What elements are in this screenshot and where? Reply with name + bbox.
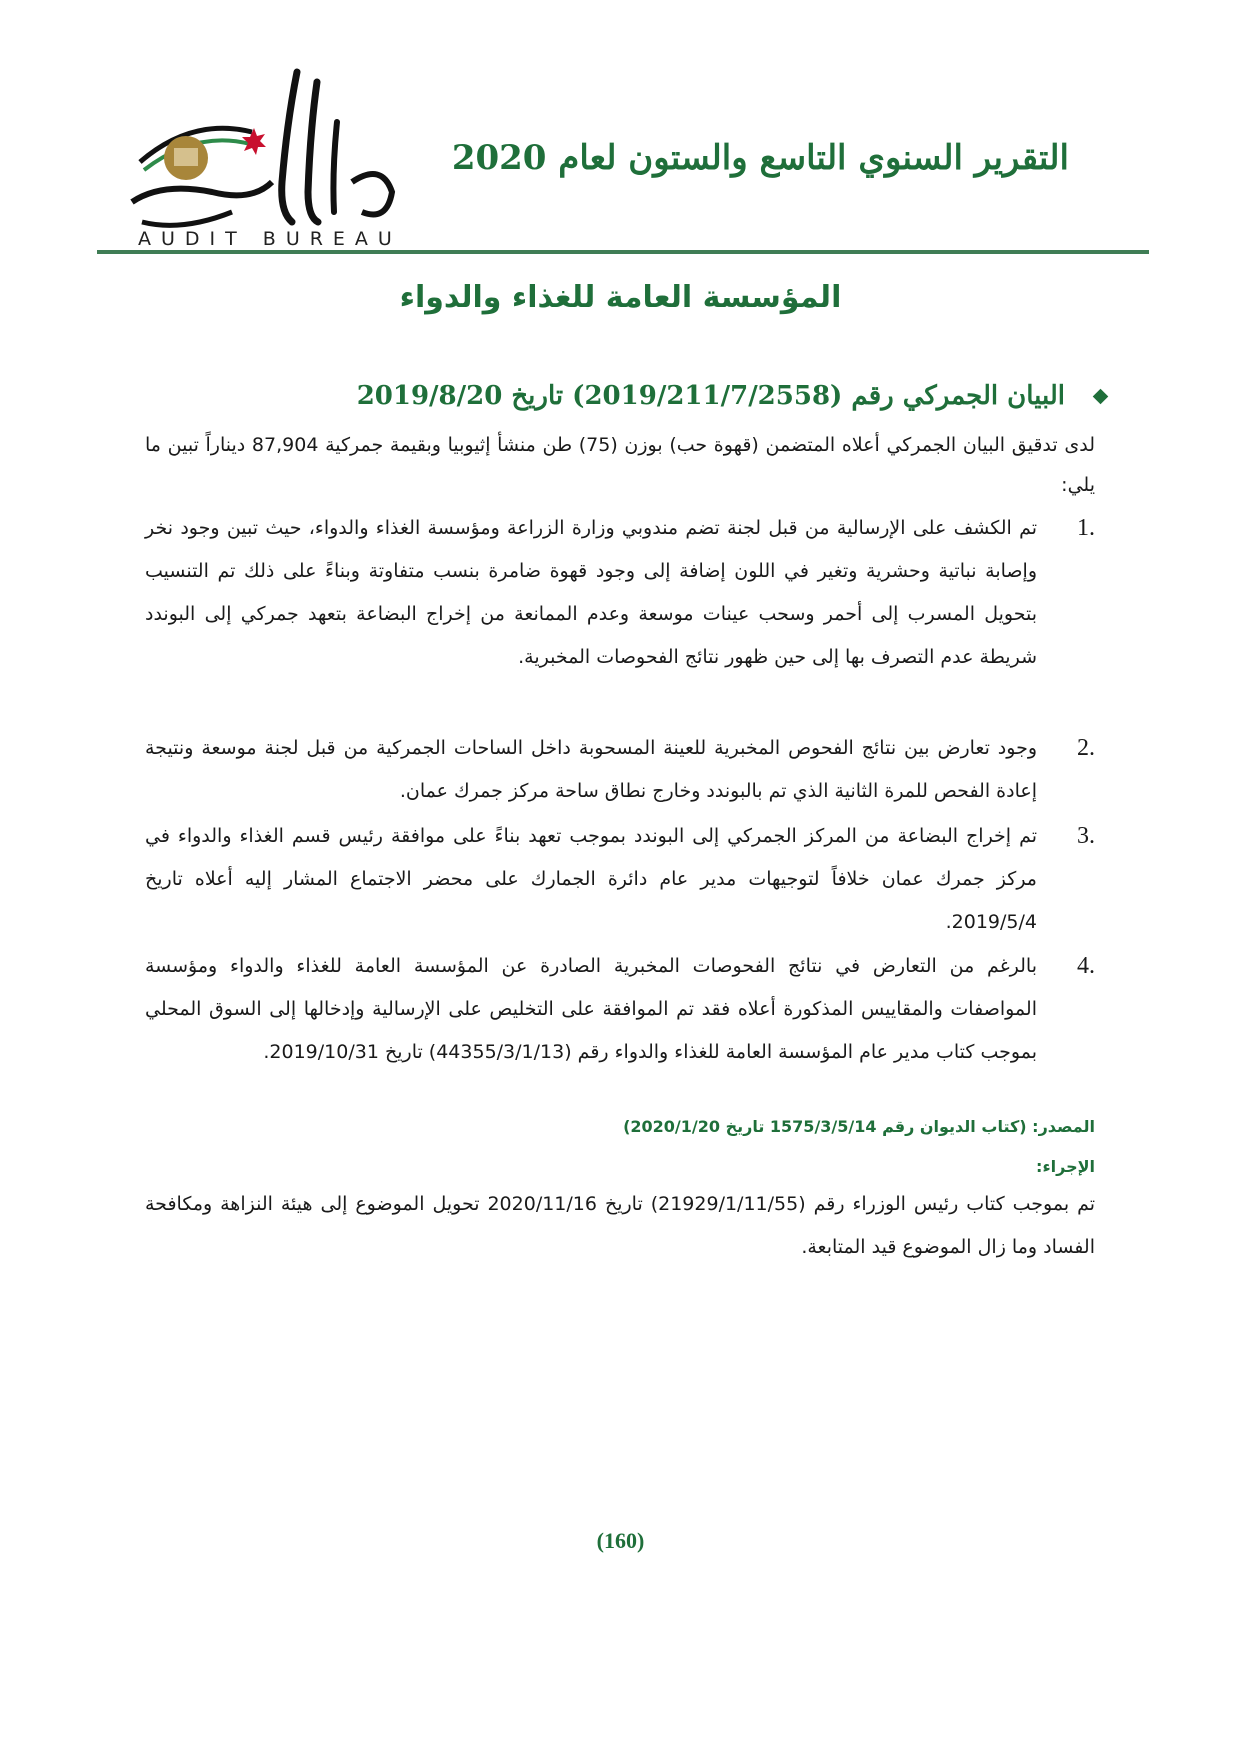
source-reference: المصدر: (كتاب الديوان رقم 1575/3/5/14 تاريخ 2020/1/20) [623,1117,1095,1136]
action-label: الإجراء: [1036,1157,1095,1176]
page-number: (160) [596,1528,645,1553]
finding-number: 4. [1077,953,1095,979]
finding-number: 2. [1077,735,1095,761]
finding-number: 1. [1077,515,1095,541]
finding-text: تم الكشف على الإرسالية من قبل لجنة تضم مندوبي وزارة الزراعة ومؤسسة الغذاء والدواء، حيث تبين وجود نخر وإصابة نباتية وحشرية وتغير في اللون إضافة إلى وجود قهوة ضامرة بنسب متفاوتة وبناءً على ذلك تم التنسيب بتحويل المسرب إلى أحمر وسحب عينات موسعة وعدم الممانعة من إخراج البضاعة بتعهد جمركي إلى البوندد شريطة عدم التصرف بها إلى حين ظهور نتائج الفحوصات المخبرية. [145,517,1037,668]
section-heading [357,381,1106,411]
finding-item [145,945,1095,1074]
finding-text: تم إخراج البضاعة من المركز الجمركي إلى البوندد بموجب تعهد بناءً على موافقة رئيس قسم الغذاء والدواء في مركز جمرك عمان خلافاً لتوجيهات مدير عام دائرة الجمارك على محضر الاجتماع المشار إليه أعلاه تاريخ 2019/5/4. [145,825,1037,933]
finding-text: بالرغم من التعارض في نتائج الفحوصات المخبرية الصادرة عن المؤسسة العامة للغذاء والدواء ومؤسسة المواصفات والمقاييس المذكورة أعلاه فقد تم الموافقة على التخليص على الإرسالية وإدخالها إلى السوق المحلي بموجب كتاب مدير عام المؤسسة العامة للغذاء والدواء رقم (44355/3/1/13) تاريخ 2019/10/31. [145,955,1037,1063]
section-heading-text: البيان الجمركي رقم (2019/211/7/2558) تاريخ 2019/8/20 [356,381,1065,411]
finding-item [145,507,1095,679]
action-text: تم بموجب كتاب رئيس الوزراء رقم (21929/1/11/55) تاريخ 2020/11/16 تحويل الموضوع إلى هيئة النزاهة ومكافحة الفساد وما زال الموضوع قيد المتابعة. [145,1193,1096,1258]
finding-item [145,815,1095,944]
finding-item [145,727,1095,813]
audit-bureau-logo [122,62,422,252]
diamond-bullet-icon [1093,388,1109,404]
report-title: التقرير السنوي التاسع والستون لعام 2020 [451,138,1069,178]
header-divider [97,250,1149,254]
organization-title: المؤسسة العامة للغذاء والدواء [399,280,842,315]
intro-paragraph: لدى تدقيق البيان الجمركي أعلاه المتضمن (قهوة حب) بوزن (75) طن منشأ إثيوبيا وبقيمة جمركية 87,904 ديناراً تبين ما يلي: [145,434,1095,496]
finding-text: وجود تعارض بين نتائج الفحوص المخبرية للعينة المسحوبة داخل الساحات الجمركية من قبل لجنة موسعة ونتيجة إعادة الفحص للمرة الثانية الذي تم بالبوندد وخارج نطاق ساحة مركز جمرك عمان. [145,737,1037,802]
logo-english-name: AUDIT BUREAU [138,228,402,250]
finding-number: 3. [1077,823,1095,849]
